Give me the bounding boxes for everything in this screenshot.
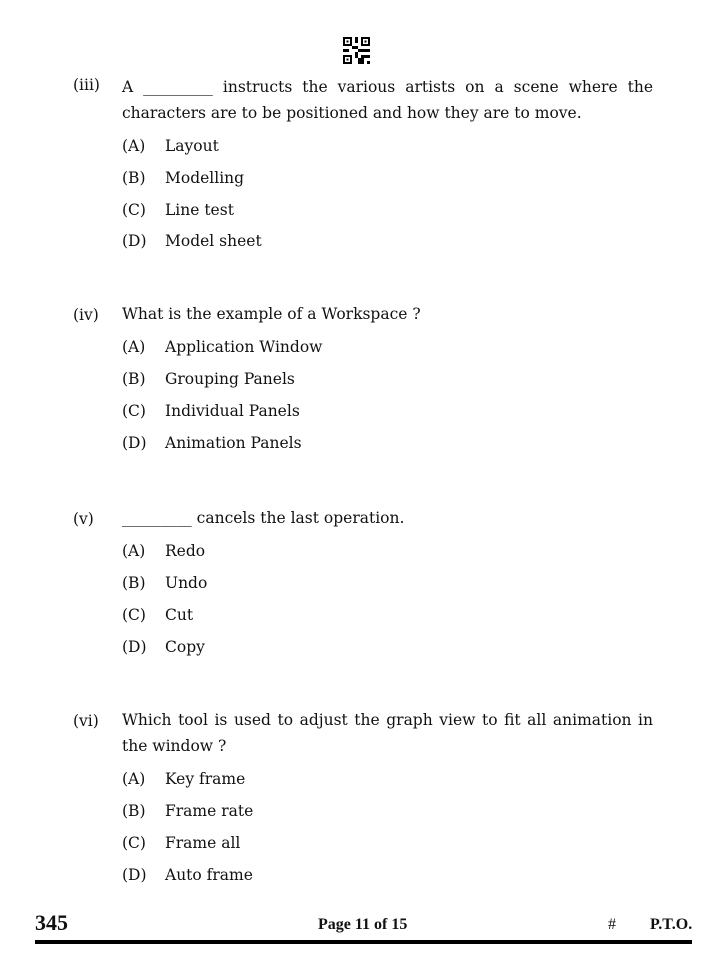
question-number: (iv) bbox=[73, 306, 99, 324]
option-letter: (B) bbox=[122, 574, 146, 592]
paper-code: 345 bbox=[35, 910, 68, 935]
option-text: Application Window bbox=[165, 338, 323, 356]
option-letter: (D) bbox=[122, 638, 147, 656]
hash-mark: # bbox=[608, 916, 616, 933]
qr-code-icon bbox=[343, 37, 370, 64]
option-letter: (B) bbox=[122, 370, 146, 388]
option-letter: (C) bbox=[122, 402, 146, 420]
option-text: Cut bbox=[165, 606, 194, 624]
option-letter: (B) bbox=[122, 169, 146, 187]
option-letter: (A) bbox=[122, 137, 146, 155]
page-number: Page 11 of 15 bbox=[318, 916, 408, 933]
option bbox=[122, 137, 219, 155]
option-text: Frame rate bbox=[165, 802, 254, 820]
option-text: Redo bbox=[165, 542, 206, 560]
option-text: Frame all bbox=[165, 834, 241, 852]
question-number: (iii) bbox=[73, 76, 100, 94]
question-text: What is the example of a Workspace ? bbox=[122, 305, 421, 323]
option bbox=[122, 232, 262, 250]
option-text: Model sheet bbox=[165, 232, 262, 250]
option bbox=[122, 370, 295, 388]
option bbox=[122, 606, 193, 624]
option-text: Key frame bbox=[165, 770, 246, 788]
option-text: Layout bbox=[165, 137, 219, 155]
option-text: Line test bbox=[165, 201, 234, 219]
option bbox=[122, 434, 302, 452]
option-letter: (D) bbox=[122, 866, 147, 884]
option-text: Modelling bbox=[165, 169, 245, 187]
option bbox=[122, 201, 234, 219]
option-letter: (B) bbox=[122, 802, 146, 820]
pto-label: P.T.O. bbox=[650, 916, 693, 933]
option-text: Undo bbox=[165, 574, 208, 592]
option-text: Grouping Panels bbox=[165, 370, 295, 388]
option-text: Individual Panels bbox=[165, 402, 300, 420]
option bbox=[122, 574, 207, 592]
option-letter: (A) bbox=[122, 542, 146, 560]
question-number: (v) bbox=[73, 510, 94, 528]
option-text: Animation Panels bbox=[165, 434, 302, 452]
option-letter: (D) bbox=[122, 434, 147, 452]
option-text: Auto frame bbox=[165, 866, 253, 884]
question-text: A _________ instructs the various artists on a scene where the characters are to be positioned and how they are to move. bbox=[122, 78, 653, 122]
option bbox=[122, 802, 253, 820]
option bbox=[122, 169, 244, 187]
option bbox=[122, 770, 245, 788]
question-text: _________ cancels the last operation. bbox=[122, 509, 405, 527]
option-letter: (C) bbox=[122, 606, 146, 624]
option-letter: (A) bbox=[122, 770, 146, 788]
footer-rule bbox=[35, 940, 692, 944]
option-letter: (C) bbox=[122, 201, 146, 219]
option bbox=[122, 338, 322, 356]
option bbox=[122, 638, 205, 656]
option bbox=[122, 866, 253, 884]
option bbox=[122, 542, 205, 560]
option-letter: (A) bbox=[122, 338, 146, 356]
option bbox=[122, 834, 240, 852]
option-letter: (C) bbox=[122, 834, 146, 852]
question-number: (vi) bbox=[73, 712, 99, 730]
option bbox=[122, 402, 300, 420]
option-text: Copy bbox=[165, 638, 205, 656]
question-text: Which tool is used to adjust the graph view to fit all animation in the window ? bbox=[122, 711, 653, 755]
option-letter: (D) bbox=[122, 232, 147, 250]
